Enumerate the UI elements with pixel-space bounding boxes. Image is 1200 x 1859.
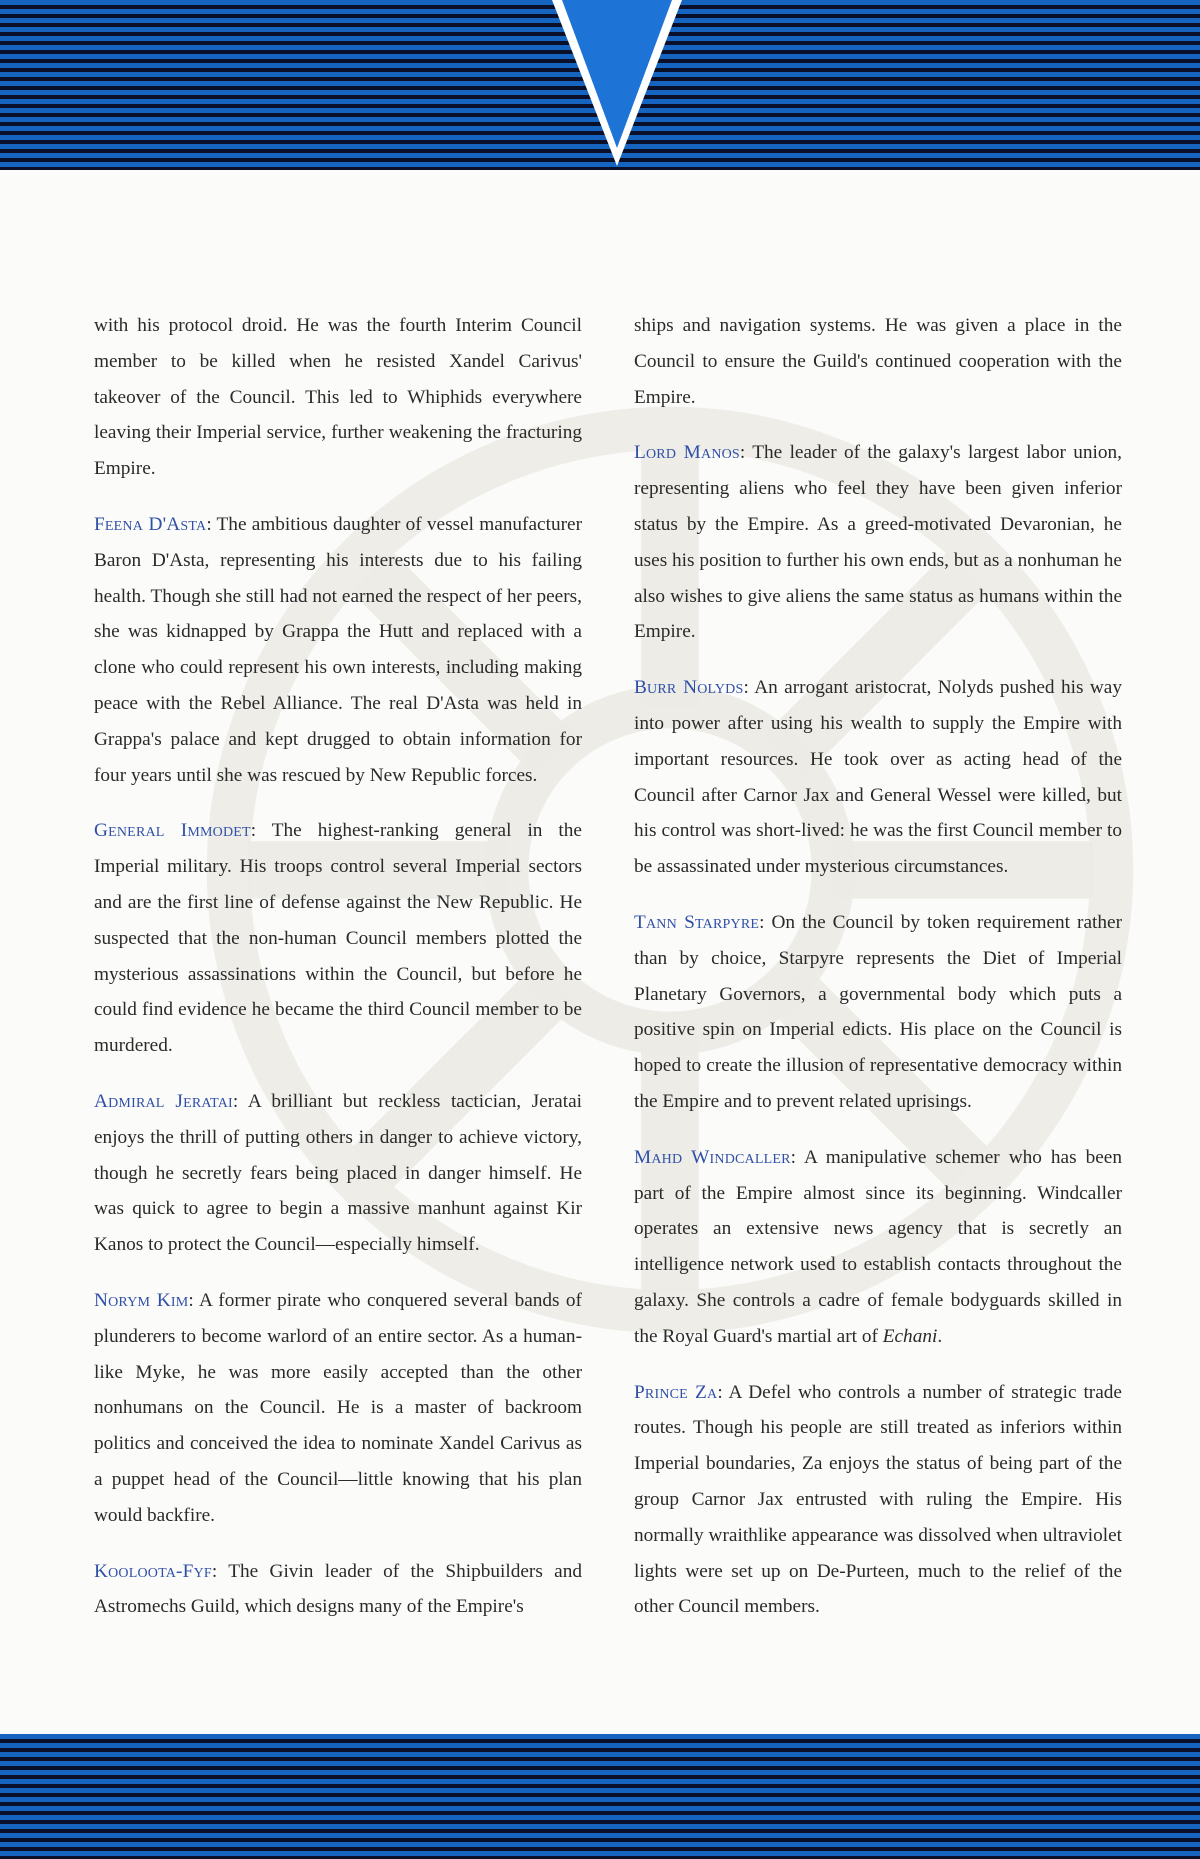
entry-text: A Defel who controls a number of strategic trade routes. Though his people are still treated as inferiors within Imperial boundaries, Za enjoys the status of being part of the group Carnor Jax entrusted with ruling the Empire. His normally wraithlike appearance was dissolved when ultraviolet lights were set up on De-Purteen, much to the relief of the other Council members.: [634, 1381, 1122, 1618]
entry-text: The Givin leader of the Shipbuilders and Astromechs Guild, which designs many of the Empire's: [94, 1560, 582, 1618]
entry-text: The leader of the galaxy's largest labor union, representing aliens who feel they have been given inferior status by the Empire. As a greed-motivated Devaronian, he uses his position to further his own ends, but as a nonhuman he also wishes to give aliens the same status as humans within the Empire.: [634, 442, 1122, 643]
entry-name: Burr Nolyds: [634, 677, 744, 699]
entry-mahd-windcaller: Mahd Windcaller: A manipulative schemer who has been part of the Empire almost since its beginning. Windcaller operates an extensive news agency that is secretly an intelligence network used to establish contacts throughout the galaxy. She controls a cadre of female bodyguards skilled in the Royal Guard's martial art of Echani.: [634, 1146, 1122, 1347]
entry-feena-dasta: Feena D'Asta: The ambitious daughter of vessel manufacturer Baron D'Asta, representing his interests due to his failing health. Though she still had not earned the respect of her peers, she was kidnapped by Grappa the Hutt and replaced with a clone who could represent his own interests, including making peace with the Rebel Alliance. The real D'Asta was held in Grappa's palace and kept drugged to obtain information for four years until she was rescued by New Republic forces.: [94, 513, 582, 786]
entry-text: An arrogant aristocrat, Nolyds pushed his way into power after using his wealth to supply the Empire with important resources. He took over as acting head of the Council after Carnor Jax and General Wessel were killed, but his control was short-lived: he was the first Council member to be assassinated under mysterious circumstances.: [634, 677, 1123, 878]
entry-text: The highest-ranking general in the Imperial military. His troops control several Imperial sectors and are the first line of defense against the New Republic. He suspected that the non-human Council members plotted the mysterious assassinations within the Council, but before he could find evidence he became the third Council member to be murdered.: [94, 820, 582, 1057]
entry-text: On the Council by token requirement rather than by choice, Starpyre represents the Diet of Imperial Planetary Governors, a governmental body which puts a positive spin on Imperial edicts. His place on the Council is hoped to create the illusion of representative democracy within the Empire and to prevent related uprisings.: [634, 911, 1122, 1112]
entry-name: Prince Za: [634, 1381, 718, 1403]
bottom-stripe-band: [0, 1734, 1200, 1859]
entry-name: Feena D'Asta: [94, 513, 207, 535]
entry-text: A manipulative schemer who has been part of the Empire almost since its beginning. Windcaller operates an extensive news agency that is secretly an intelligence network used to establish contacts throughout the galaxy. She controls a cadre of female bodyguards skilled in the Royal Guard's martial art of: [634, 1146, 1122, 1347]
entry-name: General Immodet: [94, 820, 251, 842]
entry-text: A former pirate who conquered several bands of plunderers to become warlord of an entire sector. As a human-like Myke, he was more easily accepted than the other nonhumans on the Council. He is a master of backroom politics and conceived the idea to nominate Xandel Carivus as a puppet head of the Council—little knowing that his plan would backfire.: [94, 1289, 582, 1526]
entry-name: Admiral Jeratai: [94, 1090, 233, 1112]
right-intro-paragraph: ships and navigation systems. He was given a place in the Council to ensure the Guild's continued cooperation with the Empire.: [634, 315, 1122, 408]
entry-name: Kooloota-Fyf: [94, 1560, 212, 1582]
entry-prince-za: Prince Za: A Defel who controls a number of strategic trade routes. Though his people are still treated as inferiors within Imperial boundaries, Za enjoys the status of being part of the group Carnor Jax entrusted with ruling the Empire. His normally wraithlike appearance was dissolved when ultraviolet lights were set up on De-Purteen, much to the relief of the other Council members.: [634, 1381, 1122, 1618]
entry-tann-starpyre: Tann Starpyre: On the Council by token requirement rather than by choice, Starpyre represents the Diet of Imperial Planetary Governors, a governmental body which puts a positive spin on Imperial edicts. His place on the Council is hoped to create the illusion of representative democracy within the Empire and to prevent related uprisings.: [634, 911, 1122, 1112]
entry-end: .: [937, 1325, 943, 1347]
right-column: [634, 308, 1122, 1645]
entry-admiral-jeratai: Admiral Jeratai: A brilliant but reckless tactician, Jeratai enjoys the thrill of putting others in danger to achieve victory, though he secretly fears being placed in danger himself. He was quick to agree to begin a massive manhunt against Kir Kanos to protect the Council—especially himself.: [94, 1090, 582, 1256]
entry-text: The ambitious daughter of vessel manufacturer Baron D'Asta, representing his interests due to his failing health. Though she still had not earned the respect of her peers, she was kidnapped by Grappa the Hutt and replaced with a clone who could represent his own interests, including making peace with the Rebel Alliance. The real D'Asta was held in Grappa's palace and kept drugged to obtain information for four years until she was rescued by New Republic forces.: [94, 513, 582, 786]
left-intro-paragraph: with his protocol droid. He was the fourth Interim Council member to be killed when he resisted Xandel Carivus' takeover of the Council. This led to Whiphids everywhere leaving their Imperial service, further weakening the fracturing Empire.: [94, 315, 582, 480]
entry-general-immodet: General Immodet: The highest-ranking general in the Imperial military. His troops control several Imperial sectors and are the first line of defense against the New Republic. He suspected that the non-human Council members plotted the mysterious assassinations within the Council, but before he could find evidence he became the third Council member to be murdered.: [94, 820, 582, 1057]
entry-name: Lord Manos: [634, 442, 740, 464]
left-column: [94, 308, 582, 1645]
entry-emphasis: Echani: [882, 1325, 938, 1347]
entry-norym-kim: Norym Kim: A former pirate who conquered several bands of plunderers to become warlord of an entire sector. As a human-like Myke, he was more easily accepted than the other nonhumans on the Council. He is a master of backroom politics and conceived the idea to nominate Xandel Carivus as a puppet head of the Council—little knowing that his plan would backfire.: [94, 1289, 582, 1526]
entry-name: Mahd Windcaller: [634, 1146, 791, 1168]
chevron-down-icon: [548, 0, 686, 170]
entry-burr-nolyds: Burr Nolyds: An arrogant aristocrat, Nolyds pushed his way into power after using his wealth to supply the Empire with important resources. He took over as acting head of the Council after Carnor Jax and General Wessel were killed, but his control was short-lived: he was the first Council member to be assassinated under mysterious circumstances.: [634, 677, 1123, 878]
entry-lord-manos: Lord Manos: The leader of the galaxy's largest labor union, representing aliens who feel they have been given inferior status by the Empire. As a greed-motivated Devaronian, he uses his position to further his own ends, but as a nonhuman he also wishes to give aliens the same status as humans within the Empire.: [634, 442, 1122, 643]
entry-kooloota-fyf: Kooloota-Fyf: The Givin leader of the Shipbuilders and Astromechs Guild, which designs many of the Empire's: [94, 1560, 582, 1618]
entry-name: Norym Kim: [94, 1289, 189, 1311]
entry-name: Tann Starpyre: [634, 911, 760, 933]
entry-text: A brilliant but reckless tactician, Jeratai enjoys the thrill of putting others in danger to achieve victory, though he secretly fears being placed in danger himself. He was quick to agree to begin a massive manhunt against Kir Kanos to protect the Council—especially himself.: [94, 1090, 582, 1256]
